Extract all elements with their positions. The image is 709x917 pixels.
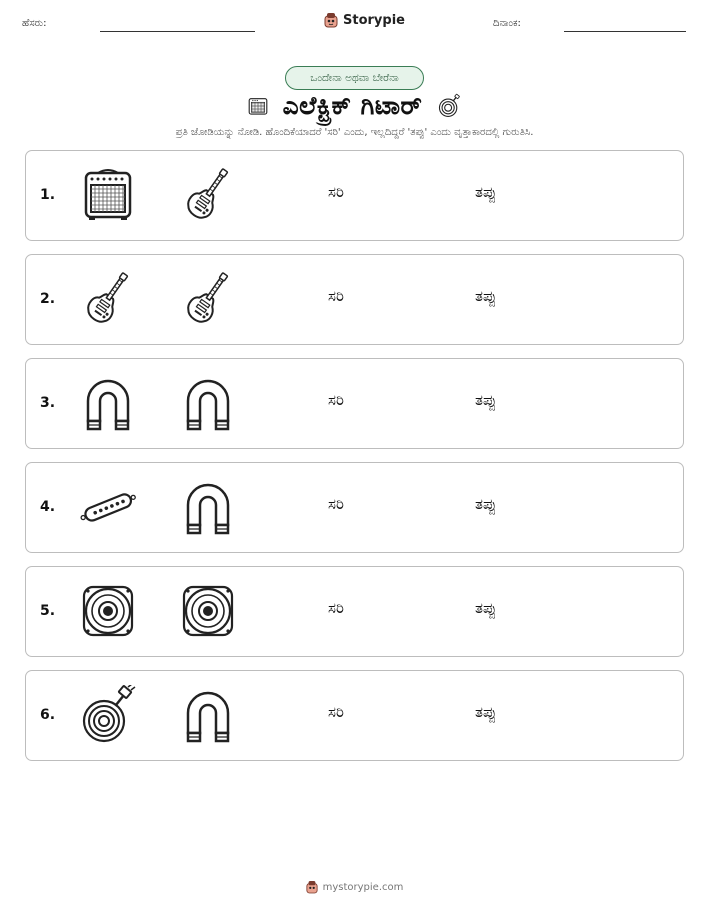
question-row-6	[25, 670, 684, 761]
question-number: 5.	[40, 603, 56, 619]
magnet-icon	[178, 685, 238, 745]
question-row-2	[25, 254, 684, 345]
footer-url[interactable]: mystorypie.com	[322, 881, 404, 893]
question-row-4	[25, 462, 684, 553]
question-row-1	[25, 150, 684, 241]
name-label: ಹೆಸರು:	[22, 18, 47, 29]
cable-icon	[436, 93, 462, 119]
question-number: 2.	[40, 291, 56, 307]
pickup-icon	[78, 477, 138, 537]
page-title: ಎಲೆಕ್ಟ್ರಿಕ್ ಗಿಟಾರ್	[282, 91, 423, 120]
instructions: ಪ್ರತಿ ಜೋಡಿಯನ್ನು ನೋಡಿ. ಹೊಂದಿಕೆಯಾದರೆ 'ಸರಿ' ಎಂದು, ಇಲ್ಲದಿದ್ದರೆ 'ತಪ್ಪು' ಎಂದು ವೃತ್ತಾಕಾರದಲ್ಲಿ ಗುರುತಿಸಿ.	[175, 127, 534, 138]
guitar-icon	[178, 165, 238, 225]
brand-logo	[324, 12, 405, 28]
answer-yes[interactable]: ಸರಿ	[328, 703, 344, 721]
footer	[0, 880, 709, 894]
amplifier-icon	[247, 94, 269, 118]
answer-yes[interactable]: ಸರಿ	[328, 391, 344, 409]
question-row-3	[25, 358, 684, 449]
storypie-mascot-icon	[306, 880, 318, 894]
brand-name: Storypie	[343, 12, 405, 28]
cable-icon	[78, 685, 138, 745]
speaker-icon	[78, 581, 138, 641]
guitar-icon	[178, 269, 238, 329]
worksheet-header	[0, 12, 709, 40]
answer-no[interactable]: ತಪ್ಪು	[475, 183, 497, 201]
answer-no[interactable]: ತಪ್ಪು	[475, 287, 497, 305]
speaker-icon	[178, 581, 238, 641]
answer-no[interactable]: ತಪ್ಪು	[475, 391, 497, 409]
question-row-5	[25, 566, 684, 657]
storypie-mascot-icon	[324, 12, 338, 28]
date-input-line[interactable]	[564, 31, 686, 32]
amplifier-icon	[78, 165, 138, 225]
magnet-icon	[178, 477, 238, 537]
question-number: 1.	[40, 187, 56, 203]
answer-no[interactable]: ತಪ್ಪು	[475, 599, 497, 617]
name-input-line[interactable]	[100, 31, 255, 32]
magnet-icon	[78, 373, 138, 433]
activity-type-badge: ಒಂದೇನಾ ಅಥವಾ ಬೇರೆನಾ	[285, 66, 424, 90]
date-label: ದಿನಾಂಕ:	[493, 18, 521, 29]
title-row	[0, 88, 709, 124]
answer-no[interactable]: ತಪ್ಪು	[475, 703, 497, 721]
answer-yes[interactable]: ಸರಿ	[328, 599, 344, 617]
answer-yes[interactable]: ಸರಿ	[328, 287, 344, 305]
question-number: 3.	[40, 395, 56, 411]
answer-no[interactable]: ತಪ್ಪು	[475, 495, 497, 513]
question-number: 6.	[40, 707, 56, 723]
guitar-icon	[78, 269, 138, 329]
answer-yes[interactable]: ಸರಿ	[328, 183, 344, 201]
magnet-icon	[178, 373, 238, 433]
answer-yes[interactable]: ಸರಿ	[328, 495, 344, 513]
question-number: 4.	[40, 499, 56, 515]
